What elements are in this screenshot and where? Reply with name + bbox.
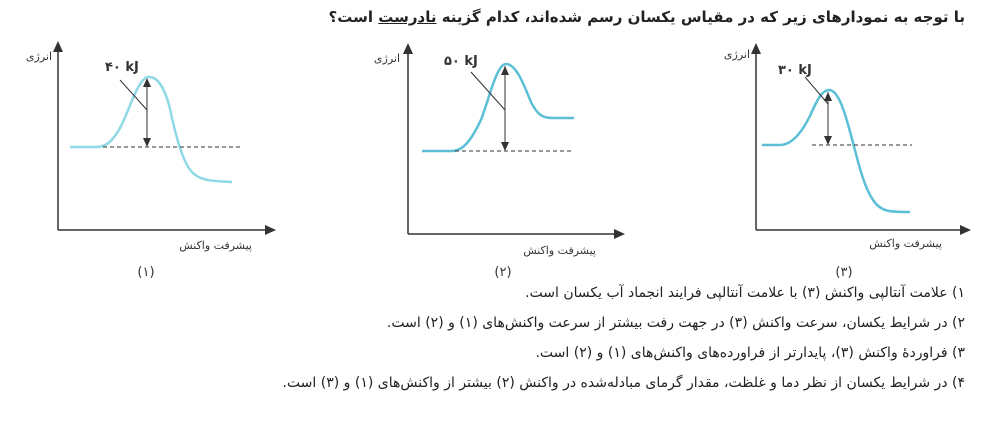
option-4[interactable]: ۴) در شرایط یکسان از نظر دما و غلظت، مقدار گرمای مبادله‌شده در واکنش (۲) بیشتر از واکنش‌های (۱) و (۳) است. [282, 375, 965, 391]
y-axis-label: انرژی [373, 52, 400, 65]
energy-label: ۴۰ kJ [105, 60, 139, 75]
energy-label: ۳۰ kJ [778, 63, 812, 78]
question-before: با توجه به نمودارهای زیر که در مقیاس یکسان رسم شده‌اند، کدام گزینه [436, 8, 965, 26]
graph-2 [360, 34, 630, 284]
option-1[interactable]: ۱) علامت آنتالپی واکنش (۳) با علامت آنتالپی فرایند انجماد آب یکسان است. [525, 285, 965, 301]
energy-label: ۵۰ kJ [444, 54, 478, 69]
y-axis-label: انرژی [25, 50, 52, 63]
graph-3 [710, 34, 980, 284]
y-axis-label: انرژی [723, 48, 750, 61]
x-axis-label: پیشرفت واکنش [179, 239, 252, 252]
option-2[interactable]: ۲) در شرایط یکسان، سرعت واکنش (۳) در جهت رفت بیشتر از سرعت واکنش‌های (۱) و (۲) است. [386, 315, 965, 331]
graph-1 [8, 34, 278, 284]
question-underlined: نادرست [378, 8, 437, 26]
option-3[interactable]: ۳) فراوردهٔ واکنش (۳)، پایدارتر از فراورده‌های واکنش‌های (۱) و (۲) است. [535, 345, 965, 361]
x-axis-label: پیشرفت واکنش [869, 237, 942, 250]
answer-options [65, 286, 965, 406]
graph-caption: (۳) [835, 265, 853, 280]
question-after: است؟ [328, 8, 379, 26]
graph-caption: (۲) [494, 265, 512, 280]
question-text [329, 8, 965, 26]
x-axis-label: پیشرفت واکنش [523, 244, 596, 257]
graph-caption: (۱) [137, 265, 155, 280]
